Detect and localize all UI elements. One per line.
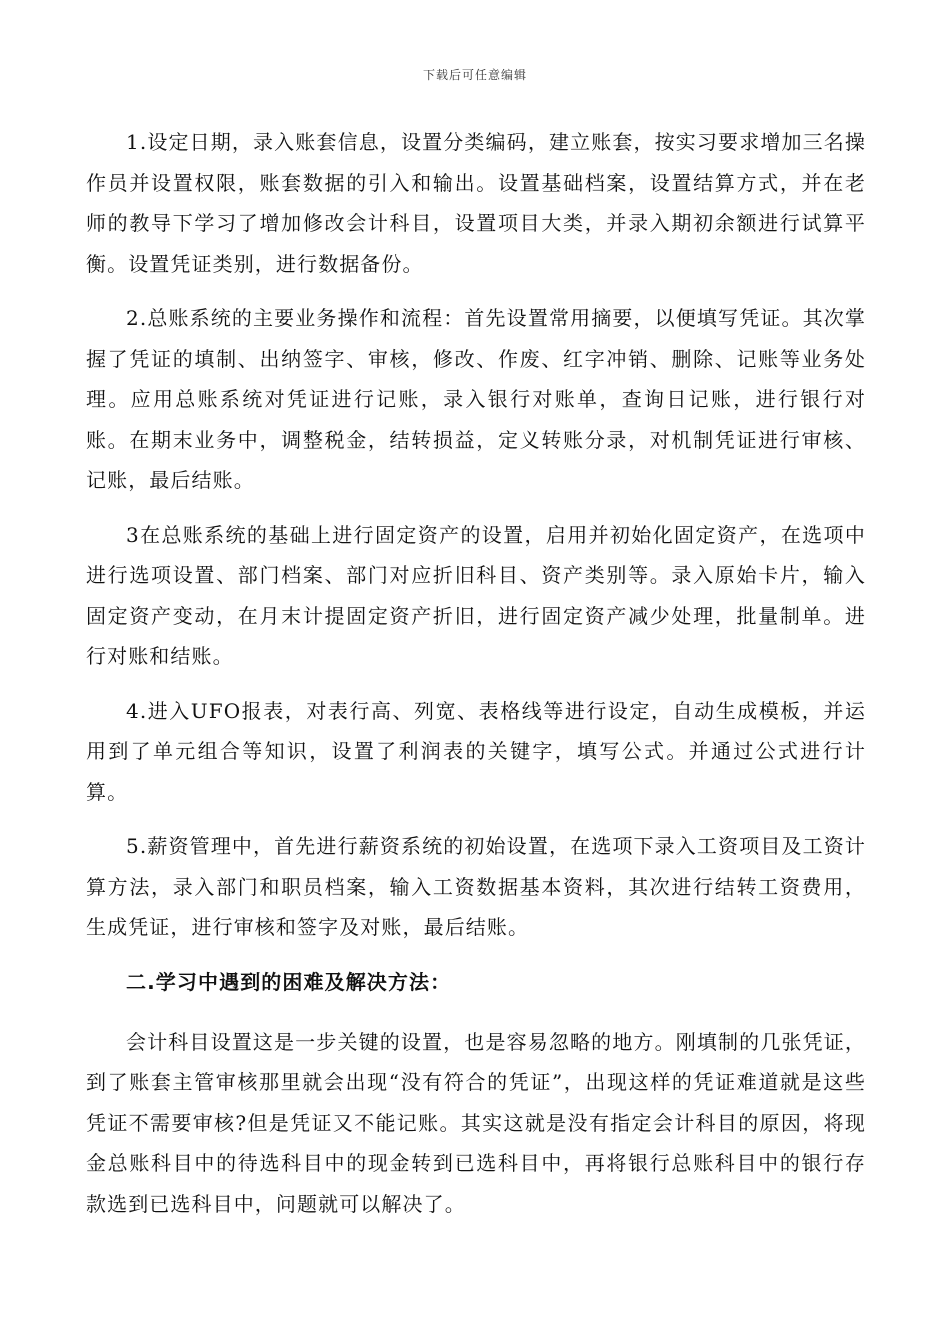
paragraph-2: 2.总账系统的主要业务操作和流程：首先设置常用摘要，以便填写凭证。其次掌握了凭证的填制、出纳签字、审核，修改、作废、红字冲销、删除、记账等业务处理。应用总账系统对凭证进行记账，录入银行对账单，查询日记账，进行银行对账。在期末业务中，调整税金，结转损益，定义转账分录，对机制凭证进行审核、记账，最后结账。 <box>86 306 866 492</box>
paragraph-5: 5.薪资管理中，首先进行薪资系统的初始设置，在选项下录入工资项目及工资计算方法，录入部门和职员档案，输入工资数据基本资料，其次进行结转工资费用，生成凭证，进行审核和签字及对账，最后结账。 <box>86 834 866 939</box>
paragraph-4: 4.进入UFO报表，对表行高、列宽、表格线等进行设定，自动生成模板，并运用到了单元组合等知识，设置了利润表的关键字，填写公式。并通过公式进行计算。 <box>86 698 866 804</box>
section-heading: 二.学习中遇到的困难及解决方法： <box>126 969 452 994</box>
section-paragraph: 会计科目设置这是一步关键的设置，也是容易忽略的地方。刚填制的几张凭证，到了账套主管审核那里就会出现“没有符合的凭证”，出现这样的凭证难道就是这些凭证不需要审核?但是凭证又不能记账。其实这就是没有指定会计科目的原因，将现金总账科目中的待选科目中的现金转到已选科目中，再将银行总账科目中的银行存款选到已选科目中，问题就可以解决了。 <box>86 1029 866 1216</box>
paragraph-3: 3在总账系统的基础上进行固定资产的设置，启用并初始化固定资产，在选项中进行选项设置、部门档案、部门对应折旧科目、资产类别等。录入原始卡片，输入固定资产变动，在月末计提固定资产折旧，进行固定资产减少处理，批量制单。进行对账和结账。 <box>86 522 866 668</box>
header-note: 下载后可任意编辑 <box>422 68 527 82</box>
document-body <box>86 122 866 1238</box>
paragraph-1: 1.设定日期，录入账套信息，设置分类编码，建立账套，按实习要求增加三名操作员并设置权限，账套数据的引入和输出。设置基础档案，设置结算方式，并在老师的教导下学习了增加修改会计科目，设置项目大类，并录入期初余额进行试算平衡。设置凭证类别，进行数据备份。 <box>86 130 866 276</box>
